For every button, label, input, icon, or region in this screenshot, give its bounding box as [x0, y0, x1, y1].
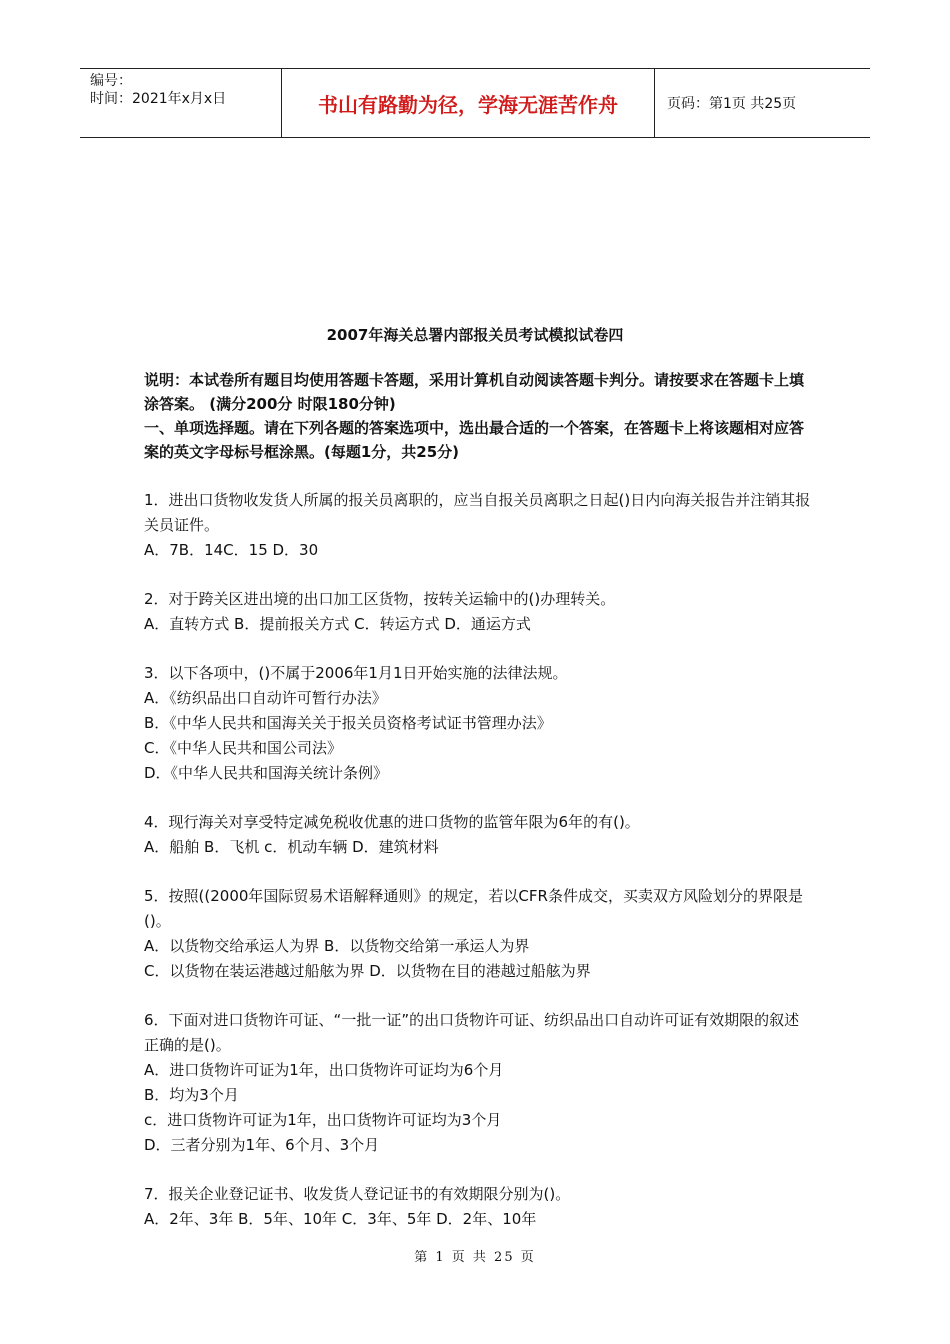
question-stem: 1．进出口货物收发货人所属的报关员离职的，应当自报关员离职之日起()日内向海关报告并注销其报关员证件。 — [144, 491, 811, 534]
question-option: A．以货物交给承运人为界 B．以货物交给第一承运人为界 — [144, 937, 530, 955]
question-option: A．进口货物许可证为1年，出口货物许可证均为6个月 — [144, 1061, 504, 1079]
question-7 — [144, 1182, 814, 1232]
page-header — [80, 68, 870, 138]
question-stem: 6．下面对进口货物许可证、“一批一证”的出口货物许可证、纺织品出口自动许可证有效期限的叙述正确的是()。 — [144, 1011, 800, 1054]
question-option: D．《中华人民共和国海关统计条例》 — [144, 764, 389, 782]
question-option: C．以货物在装运港越过船舷为界 D．以货物在目的港越过船舷为界 — [144, 962, 591, 980]
instructions: 说明：本试卷所有题目均使用答题卡答题，采用计算机自动阅读答题卡判分。请按要求在答题卡上填涂答案。 (满分200分 时限180分钟) — [144, 371, 805, 413]
question-stem: 7．报关企业登记证书、收发货人登记证书的有效期限分别为()。 — [144, 1185, 571, 1203]
question-2 — [144, 587, 814, 637]
section-heading: 一、单项选择题。请在下列各题的答案选项中，选出最合适的一个答案，在答题卡上将该题相对应答案的英文字母标号框涂黑。(每题1分，共25分) — [144, 419, 805, 461]
number-label: 编号： — [90, 73, 132, 89]
question-stem: 2．对于跨关区进出境的出口加工区货物，按转关运输中的()办理转关。 — [144, 590, 616, 608]
question-option: A．2年、3年 B．5年、10年 C．3年、5年 D．2年、10年 — [144, 1210, 537, 1228]
question-stem: 4．现行海关对享受特定减免税收优惠的进口货物的监管年限为6年的有()。 — [144, 813, 640, 831]
time-label: 时间：2021年x月x日 — [90, 91, 227, 107]
question-4 — [144, 810, 814, 860]
question-6 — [144, 1008, 814, 1158]
document-body — [144, 368, 814, 1232]
question-option: c．进口货物许可证为1年，出口货物许可证均为3个月 — [144, 1111, 502, 1129]
question-1 — [144, 488, 814, 563]
header-page-info: 页码：第1页 共25页 — [667, 96, 797, 112]
page-footer: 第 1 页 共 25 页 — [414, 1250, 536, 1265]
question-option: A．7B．14C．15 D．30 — [144, 541, 319, 559]
question-3 — [144, 661, 814, 786]
question-stem: 3．以下各项中，()不属于2006年1月1日开始实施的法律法规。 — [144, 664, 568, 682]
header-motto: 书山有路勤为径，学海无涯苦作舟 — [282, 69, 655, 137]
question-option: A．船舶 B．飞机 c．机动车辆 D．建筑材料 — [144, 838, 439, 856]
header-meta — [80, 69, 282, 137]
document-title: 2007年海关总署内部报关员考试模拟试卷四 — [326, 326, 624, 344]
question-option: B．均为3个月 — [144, 1086, 239, 1104]
question-option: A．直转方式 B．提前报关方式 C．转运方式 D．通运方式 — [144, 615, 531, 633]
question-option: B．《中华人民共和国海关关于报关员资格考试证书管理办法》 — [144, 714, 552, 732]
question-option: C．《中华人民共和国公司法》 — [144, 739, 342, 757]
question-option: D．三者分别为1年、6个月、3个月 — [144, 1136, 380, 1154]
question-5 — [144, 884, 814, 984]
question-option: A．《纺织品出口自动许可暂行办法》 — [144, 689, 387, 707]
question-stem: 5．按照((2000年国际贸易术语解释通则》的规定，若以CFR条件成交，买卖双方风险划分的界限是()。 — [144, 887, 803, 930]
